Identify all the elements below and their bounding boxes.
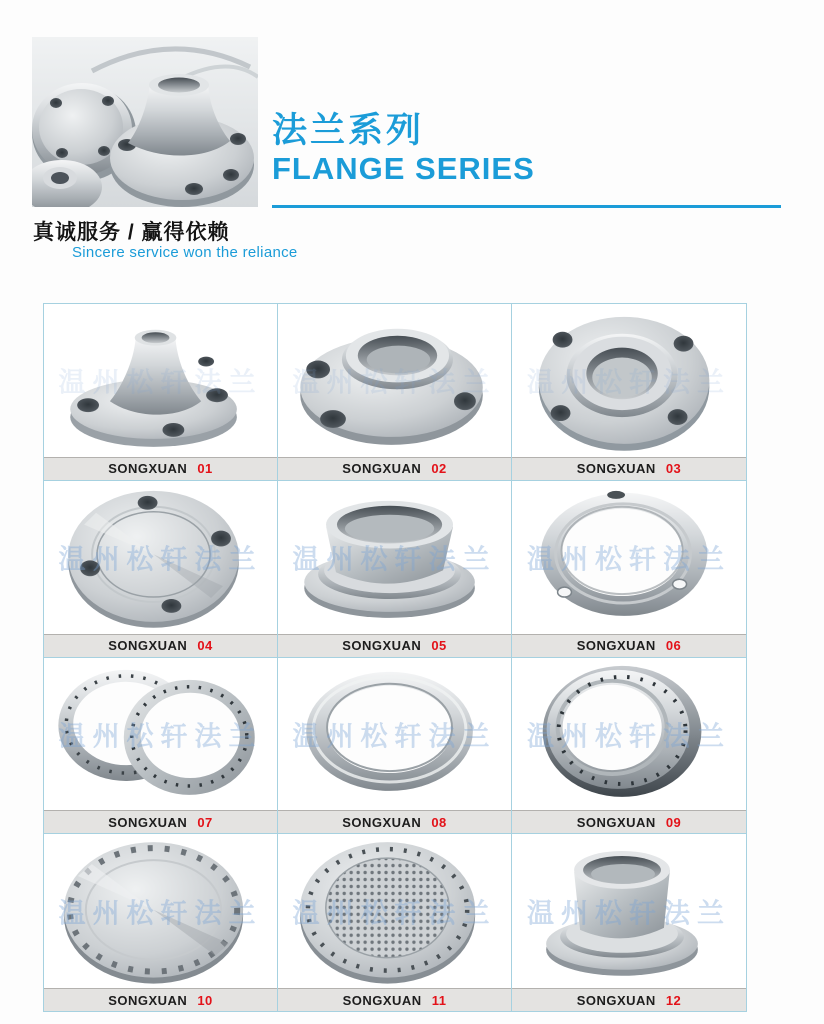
flange-collage-image: [32, 37, 258, 207]
product-cell-12: [512, 834, 746, 1011]
two-ring-flanges-image: [44, 658, 277, 811]
brand-label: SONGXUAN: [576, 992, 656, 1008]
product-cell-06: [512, 481, 746, 658]
product-cell-07: [44, 658, 278, 835]
tagline-chinese: 真诚服务 / 赢得依赖: [33, 221, 230, 244]
page-title: [272, 112, 782, 186]
product-cell-05: [278, 481, 512, 658]
tagline-english: Sincere service won the reliance: [72, 244, 298, 261]
watermark-text: 温州松轩法兰: [292, 898, 497, 929]
brand-label: SONGXUAN: [108, 461, 188, 477]
product-number: 08: [431, 814, 447, 830]
tube-sheet-image: [278, 834, 511, 988]
product-number: 05: [431, 638, 447, 653]
brand-label: SONGXUAN: [342, 992, 422, 1008]
brand-label: SONGXUAN: [576, 638, 656, 653]
product-caption: [44, 634, 277, 657]
product-cell-11: [278, 834, 512, 1011]
product-photo-07: [44, 658, 277, 811]
slip-on-plate-flange-image: [512, 304, 746, 457]
product-photo-08: [278, 658, 511, 811]
product-caption: [512, 810, 746, 833]
product-caption: [278, 634, 511, 657]
page-title-english: FLANGE SERIES: [272, 150, 535, 186]
watermark-text: 温州松轩法兰: [58, 544, 263, 575]
product-cell-02: [278, 304, 512, 481]
product-cell-10: [44, 834, 278, 1011]
product-caption: [44, 810, 277, 833]
product-number: 03: [665, 461, 682, 477]
product-photo-10: [44, 834, 277, 988]
plain-ring-image: [278, 658, 511, 811]
product-photo-09: [512, 658, 746, 811]
watermark-text: 温州松轩法兰: [292, 544, 497, 575]
backing-ring-flange-image: [512, 481, 746, 634]
product-number: 09: [665, 814, 682, 830]
product-caption: [512, 457, 746, 480]
product-photo-04: [44, 481, 277, 634]
brand-label: SONGXUAN: [576, 461, 656, 477]
product-number: 07: [197, 814, 213, 830]
tall-stub-end-image: [512, 834, 746, 988]
watermark-text: 温州松轩法兰: [527, 721, 731, 752]
product-number: 10: [197, 992, 213, 1008]
product-cell-04: [44, 481, 278, 658]
brand-label: SONGXUAN: [342, 638, 422, 653]
product-cell-09: [512, 658, 746, 835]
product-number: 01: [197, 461, 213, 477]
product-photo-01: [44, 304, 277, 457]
blind-flange-image: [44, 481, 277, 634]
product-cell-08: [278, 658, 512, 835]
product-photo-02: [278, 304, 511, 457]
product-photo-03: [512, 304, 746, 457]
product-number: 02: [431, 461, 447, 477]
product-cell-01: [44, 304, 278, 481]
hero-product-photo: [32, 37, 258, 207]
large-blind-flange-image: [44, 834, 277, 988]
watermark-text: 温州松轩法兰: [292, 721, 497, 752]
brand-label: SONGXUAN: [108, 638, 188, 653]
brand-label: SONGXUAN: [108, 814, 188, 830]
product-caption: [278, 457, 511, 480]
product-photo-05: [278, 481, 511, 634]
product-caption: [278, 988, 511, 1011]
product-caption: [512, 634, 746, 657]
brand-label: SONGXUAN: [342, 814, 422, 830]
watermark-text: 温州松轩法兰: [58, 721, 263, 752]
product-cell-03: [512, 304, 746, 481]
product-number: 11: [431, 992, 447, 1008]
product-photo-06: [512, 481, 746, 634]
lap-joint-stub-end-image: [278, 481, 511, 634]
product-caption: [278, 810, 511, 833]
product-caption: [44, 988, 277, 1011]
title-underline: [272, 205, 781, 208]
bolted-ring-flange-image: [512, 658, 746, 811]
weld-neck-flange-top-image: [278, 304, 511, 457]
product-number: 04: [197, 638, 213, 653]
product-photo-12: [512, 834, 746, 988]
weld-neck-flange-side-image: [44, 304, 277, 457]
watermark-text: 温州松轩法兰: [527, 544, 731, 575]
product-photo-11: [278, 834, 511, 988]
product-number: 06: [665, 638, 682, 653]
watermark-text: 温州松轩法兰: [527, 898, 731, 929]
product-grid: [43, 303, 747, 1012]
brand-label: SONGXUAN: [576, 814, 656, 830]
watermark-text: 温州松轩法兰: [58, 898, 263, 929]
product-caption: [44, 457, 277, 480]
product-caption: [512, 988, 746, 1011]
brand-label: SONGXUAN: [108, 992, 188, 1008]
product-number: 12: [665, 992, 682, 1008]
page-title-chinese: 法兰系列: [272, 111, 425, 150]
brand-label: SONGXUAN: [342, 461, 422, 477]
